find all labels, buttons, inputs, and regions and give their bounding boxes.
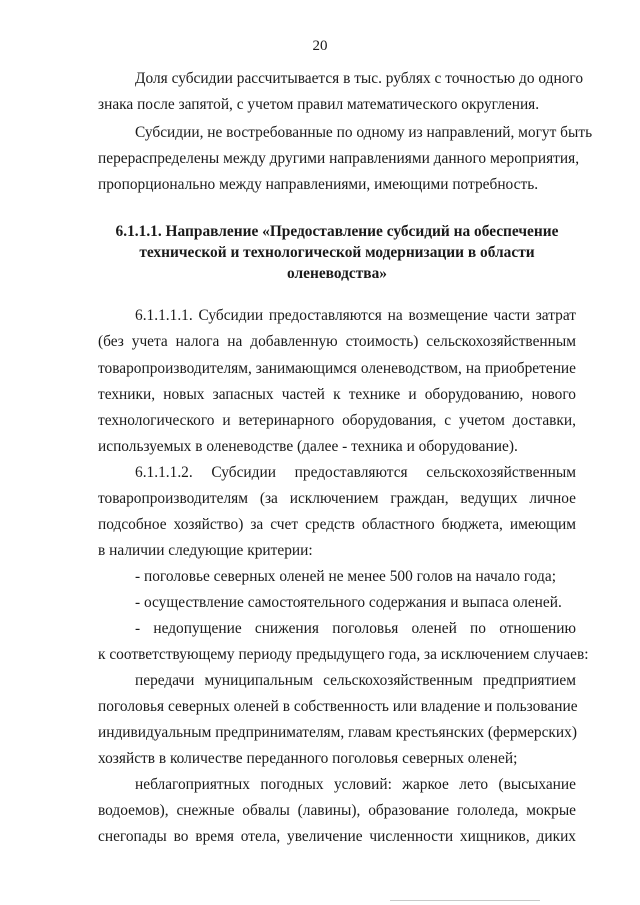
paragraph-4-line-3: подсобное хозяйство) за счет средств областного бюджета, имеющим: [98, 516, 576, 533]
page-number: 20: [312, 38, 328, 54]
paragraph-4-line-2: товаропроизводителям (за исключением граждан, ведущих личное: [98, 490, 576, 507]
case-2-line-3: снегопады во время отела, увеличение численности хищников, диких: [98, 828, 576, 845]
paragraph-3-line-5: технологического и ветеринарного оборудования, с учетом доставки,: [98, 412, 576, 429]
section-heading-line-1: 6.1.1.1. Направление «Предоставление субсидий на обеспечение: [115, 223, 559, 240]
case-1-line-4: хозяйств в количестве переданного поголовья северных оленей;: [98, 750, 518, 767]
case-2-line-1: неблагоприятных погодных условий: жаркое лето (высыхание: [135, 776, 576, 793]
paragraph-2-line-3: пропорционально между направлениями, имеющими потребность.: [98, 176, 539, 193]
paragraph-3-line-1: 6.1.1.1.1. Субсидии предоставляются на возмещение части затрат: [135, 307, 576, 324]
case-1-line-2: поголовья северных оленей в собственность или владение и пользование: [98, 698, 578, 715]
paragraph-3-line-4: техники, новых запасных частей к технике и оборудованию, нового: [98, 386, 576, 403]
section-heading-line-3: оленеводства»: [287, 265, 387, 282]
section-heading-line-2: технической и технологической модернизации в области: [139, 244, 535, 261]
paragraph-2-line-1: Субсидии, не востребованные по одному из направлений, могут быть: [135, 124, 593, 141]
case-1-line-1: передачи муниципальным сельскохозяйственным предприятием: [135, 672, 576, 689]
paragraph-4-line-1: 6.1.1.1.2. Субсидии предоставляются сельскохозяйственным: [135, 464, 576, 481]
case-1-line-3: индивидуальным предпринимателям, главам крестьянских (фермерских): [98, 724, 577, 741]
criterion-2: - осуществление самостоятельного содержания и выпаса оленей.: [135, 594, 562, 611]
paragraph-3-line-6: используемых в оленеводстве (далее - техника и оборудование).: [98, 438, 518, 455]
paragraph-3-line-3: товаропроизводителям, занимающимся оленеводством, на приобретение: [98, 360, 576, 377]
paragraph-3-line-2: (без учета налога на добавленную стоимость) сельскохозяйственным: [98, 333, 576, 350]
case-2-line-2: водоемов), снежные обвалы (лавины), образование гололеда, мокрые: [98, 802, 576, 819]
paragraph-4-line-4: в наличии следующие критерии:: [98, 542, 313, 559]
criterion-1: - поголовье северных оленей не менее 500 голов на начало года;: [135, 568, 556, 585]
paragraph-1-line-2: знака после запятой, с учетом правил математического округления.: [98, 96, 540, 113]
criterion-3-line-2: к соответствующему периоду предыдущего года, за исключением случаев:: [98, 646, 589, 663]
criterion-3-line-1: - недопущение снижения поголовья оленей по отношению: [135, 620, 576, 637]
paragraph-2-line-2: перераспределены между другими направлениями данного мероприятия,: [98, 150, 580, 167]
paragraph-1-line-1: Доля субсидии рассчитывается в тыс. рублях с точностью до одного: [135, 70, 584, 87]
bottom-rule: [390, 900, 540, 901]
